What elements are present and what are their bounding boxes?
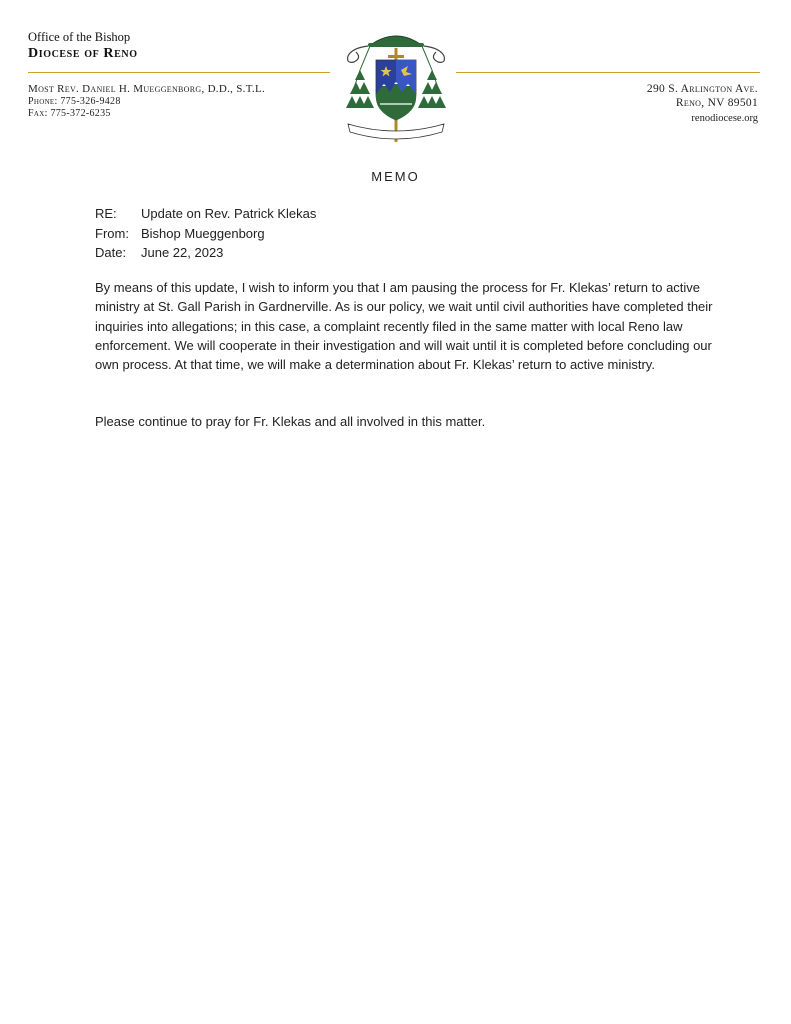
address-city: Reno, NV 89501 (675, 97, 758, 109)
re-label: RE: (95, 206, 117, 221)
date-value: June 22, 2023 (141, 245, 224, 260)
diocese-name: Diocese of Reno (28, 46, 138, 61)
header-rule-left (28, 72, 330, 73)
memo-re-line (95, 206, 316, 221)
memo-title: MEMO (371, 169, 420, 184)
coat-of-arms-icon (338, 24, 454, 144)
header-rule-right (456, 72, 760, 73)
bishop-name: Most Rev. Daniel H. Mueggenborg, D.D., S.T.L. (28, 83, 266, 95)
memo-body-paragraph: By means of this update, I wish to inform you that I am pausing the process for Fr. Klekas’ return to active ministry at St. Gall Parish in Gardnerville. As is our policy, we wait until civil authorities have completed their inquiries into allegations; in this case, a complaint recently filed in the same matter with local Reno law enforcement. We will cooperate in their investigation and will wait until it is completed before concluding our own process. At that time, we will make a determination about Fr. Klekas’ return to active ministry. (95, 280, 713, 373)
memo-from-line (95, 226, 265, 241)
address-street: 290 S. Arlington Ave. (646, 83, 758, 95)
re-value: Update on Rev. Patrick Klekas (141, 206, 317, 221)
website-link[interactable]: renodiocese.org (691, 113, 758, 124)
office-title: Office of the Bishop (28, 30, 131, 44)
from-label: From: (95, 226, 129, 241)
memo-date-line (95, 245, 223, 260)
fax-number: Fax: 775-372-6235 (28, 108, 111, 119)
from-value: Bishop Mueggenborg (141, 226, 265, 241)
date-label: Date: (95, 245, 127, 260)
phone-number: Phone: 775-326-9428 (28, 96, 121, 107)
memo-closing-paragraph: Please continue to pray for Fr. Klekas and all involved in this matter. (95, 414, 486, 429)
